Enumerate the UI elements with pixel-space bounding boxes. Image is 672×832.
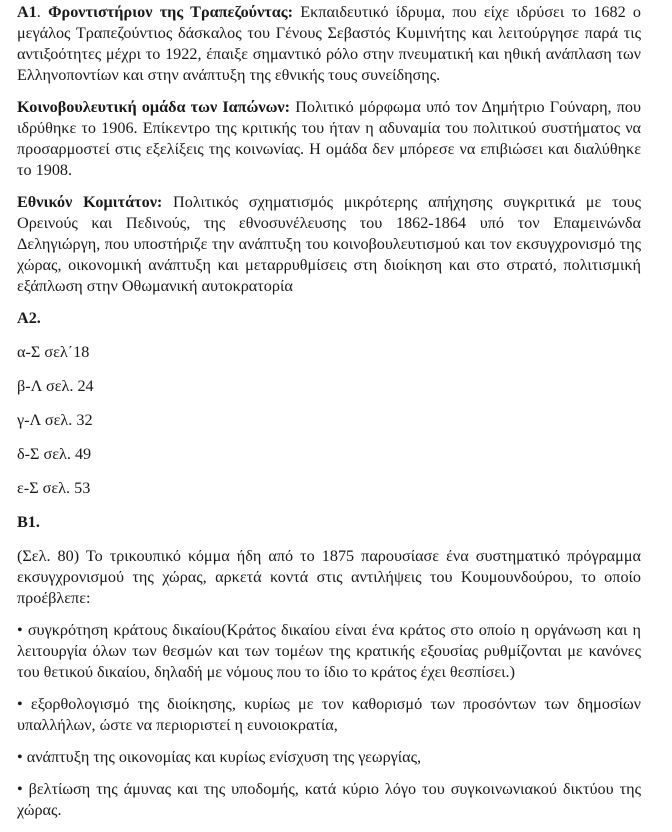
definition-term: Φροντιστήριον της Τραπεζούντας: xyxy=(48,3,294,21)
b1-bullet: • συγκρότηση κράτους δικαίου(Κράτος δικαίου είναι ένα κράτος στο οποίο η οργάνωση και η λειτουργία όλων των θεσμών και των τομέων της κρατικής εξουσίας ρυθμίζονται με κανόνες του θετικού δικαίου, δηλαδή με νόμους που το ίδιο το κράτος έχει θεσπίσει.) xyxy=(17,621,641,681)
a1-definition-iapones xyxy=(17,97,641,181)
question-number: Α1 xyxy=(17,3,37,21)
definition-term: Κοινοβουλευτική ομάδα των Ιαπώνων: xyxy=(17,98,291,116)
a2-answer: β-Λ σελ. 24 xyxy=(17,377,94,395)
definition-text: Πολιτικό μόρφωμα υπό τον Δημήτριο Γούναρη, που ιδρύθηκε το 1906. Επίκεντρο της κριτικής του ήταν η αδυναμία του πολιτικού συστήματος να προσαρμοστεί στις εξελίξεις της κοινωνίας. Η ομάδα δεν μπόρεσε να επιβιώσει και διαλύθηκε το 1908. xyxy=(17,98,642,179)
a1-definition-frontistirion xyxy=(17,2,641,86)
question-number-separator: . xyxy=(36,3,49,21)
a1-definition-ethnikon-komitaton xyxy=(17,192,641,297)
b1-bullet: • βελτίωση της άμυνας και της υποδομής, κατά κύριο λόγο του συγκοινωνιακού δικτύου της χώρας. xyxy=(17,780,641,819)
b1-heading: Β1. xyxy=(17,513,40,531)
a2-answer: γ-Λ σελ. 32 xyxy=(17,411,93,429)
document-page xyxy=(17,2,641,832)
a2-answer: δ-Σ σελ. 49 xyxy=(17,445,92,463)
b1-bullet: • εξορθολογισμό της διοίκησης, κυρίως με τον καθορισμό των προσόντων των δημοσίων υπαλλήλων, ώστε να περιοριστεί η ευνοιοκρατία, xyxy=(17,695,641,734)
a2-answer: α-Σ σελ΄18 xyxy=(17,343,90,361)
definition-text: Εκπαιδευτικό ίδρυμα, που είχε ιδρύσει το 1682 ο μεγάλος Τραπεζούντιος δάσκαλος του Γένους Σεβαστός Κυμινήτης και λειτούργησε παρά τις αντιξοότητες μέχρι το 1922, έπαιξε σημαντικό ρόλο στην πνευματική και ηθική ανάπλαση των Ελληνοποντίων και στην ανάπτυξη της εθνικής τους συνείδησης. xyxy=(17,3,642,84)
a2-answer: ε-Σ σελ. 53 xyxy=(17,479,91,497)
b1-bullet: • ανάπτυξη της οικονομίας και κυρίως ενίσχυση της γεωργίας, xyxy=(17,748,422,766)
definition-text: Πολιτικός σχηματισμός μικρότερης απήχησης συγκριτικά με τους Ορεινούς και Πεδινούς, της εθνοσυνέλευσης του 1862-1864 υπό τον Επαμεινώνδα Δεληγιώργη, που υποστήριζε την ανάπτυξη του κοινοβουλευτισμού και τον εκσυγχρονισμό της χώρας, οικονομική ανάπτυξη και μεταρρυθμίσεις στη διοίκηση και στο στρατό, πολιτισμική εξάπλωση στην Οθωμανική αυτοκρατορία xyxy=(17,193,642,295)
a2-heading: Α2. xyxy=(17,309,41,327)
b1-intro: (Σελ. 80) Το τρικουπικό κόμμα ήδη από το 1875 παρουσίασε ένα συστηματικό πρόγραμμα εκσυγχρονισμού της χώρας, αρκετά κοντά στις αντιλήψεις του Κουμουνδούρου, το οποίο προέβλεπε: xyxy=(17,547,641,607)
definition-term: Εθνικόν Κομιτάτον: xyxy=(17,193,163,211)
